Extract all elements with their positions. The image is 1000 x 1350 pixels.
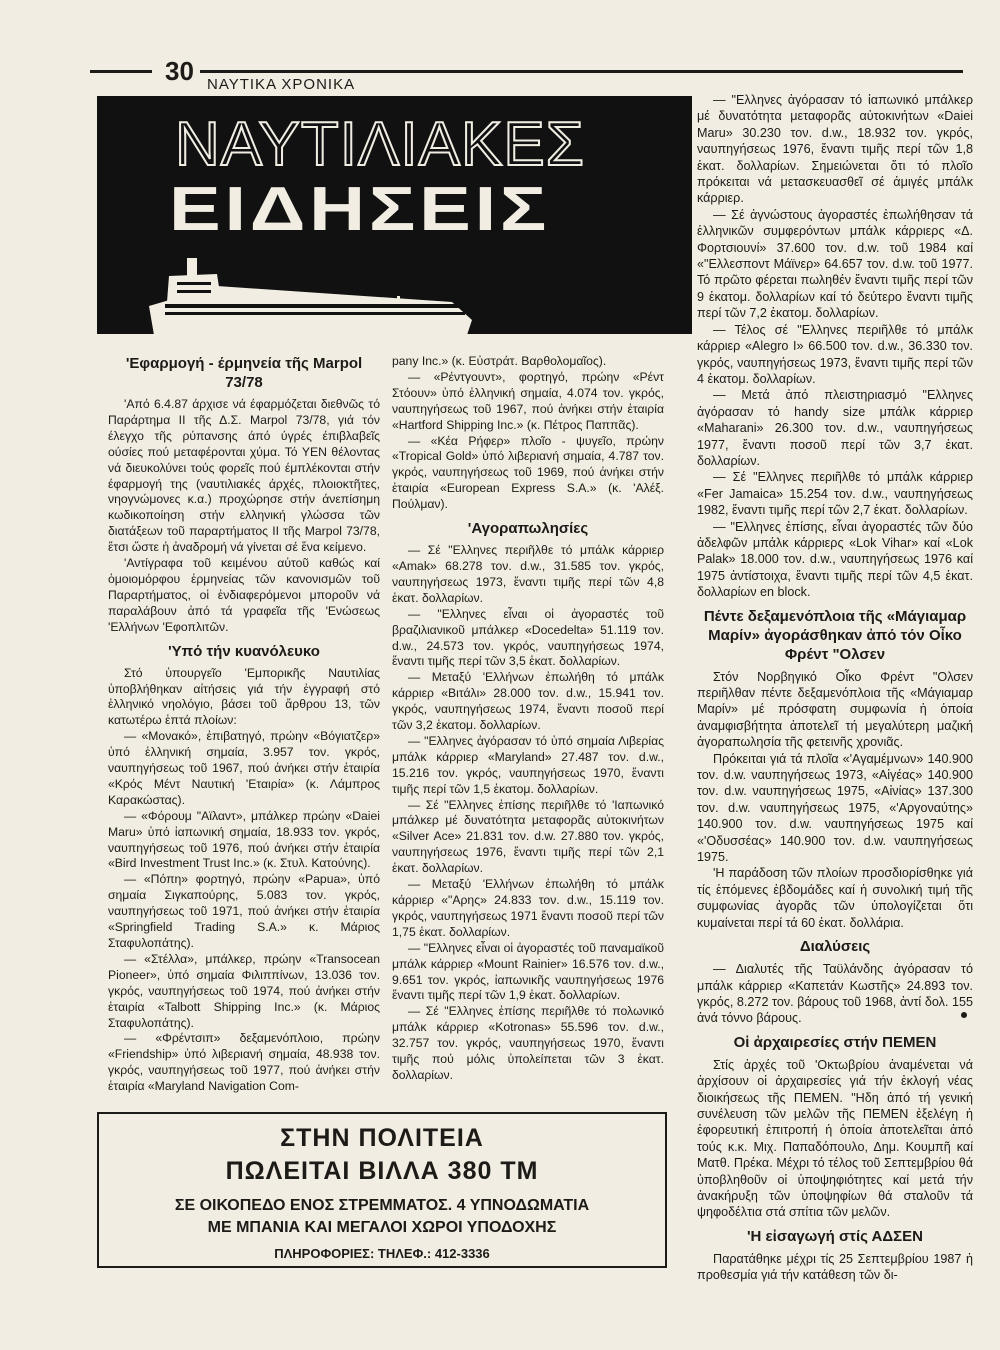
ad-contact-phone: ΠΛΗΡΟΦΟΡΙΕΣ: ΤΗΛΕΦ.: 412-3336 [274, 1246, 490, 1261]
paragraph: — Σέ "Ελληνες ἐπίσης περιῆλθε τό πολωνικό μπάλκ κάρριερ «Kotronas» 55.596 τον. d.w., 32.757 τον. γκρός, ναυπηγήσεως 1970, ἔναντι τιμῆς πού μόλις ὑπολείπεται τῶν 3 ἑκατ. δολλαρίων. [392, 1004, 664, 1082]
banner-title-line2: ΕΙΔΗΣΕΙΣ [169, 175, 551, 244]
paragraph: — «Μονακό», ἐπιβατηγό, πρώην «Βόγιατζερ» ὑπό ἑλληνική σημαία, 3.957 τον. γκρός, ναυπηγήσεως τοῦ 1967, πού ἀνήκει στήν ἑταιρία «Κρός Μέντ Ναυτική 'Εταιρία» (κ. Λάμπρος Καρακώστας). [108, 729, 380, 807]
heading-tankers-olsen: Πέντε δεξαμενόπλοια τῆς «Μάγιαμαρ Μαρίν» ἀγοράσθηκαν ἀπό τόν Οἶκο Φρέντ "Ολσεν [703, 607, 967, 663]
paragraph: — "Ελληνες ἐπίσης, εἶναι ἀγοραστές τῶν δύο ἀδελφῶν μπάλκ κάρριερς «Lok Vihar» καί «Lok Palak» 18.000 τον. d.w., ναυπηγήσεως 1976 καί 1975 ἀντίστοιχα, ἔναντι τιμῆς περί τῶν 4,5 ἑκατ. δολλαρίων en block. [697, 519, 973, 600]
classified-ad-box [97, 1112, 667, 1268]
heading-dialyseis: Διαλύσεις [799, 938, 871, 956]
paragraph: Στίς ἀρχές τοῦ 'Οκτωβρίου ἀναμένεται νά ἀρχίσουν οἱ ἀρχαιρεσίες γιά τήν ἐκλογή νέας διοικήσεως τῆς ΠΕΜΕΝ. "Ηδη ἀπό τή γενική συνέλευση τῶν μελῶν τῆς ΠΕΜΕΝ ἐξελέγη ἡ ἐφορευτική ἐπιτροπή ἡ ὁποία ἀποτελεῖται ἀπό τούς κ.κ. Μιχ. Παπαδόπουλο, Δημ. Κουμπῆ καί Ματθ. Πρέκα. Μέχρι τό τέλος τοῦ Σεπτεμβρίου θά ὑποβληθοῦν οἱ ὑποψηφιότητες καί μετά τήν ἀνακήρυξη τῶν ὑποψηφίων θά σταλοῦν τά ψηφοδέλτια στά σπίτια τῶν μελῶν. [697, 1057, 973, 1220]
banner-title-line1: ΝΑΥΤΙΛΙΑΚΕΣ [175, 110, 586, 179]
article-column-3 [697, 92, 973, 1284]
paragraph: — Σέ "Ελληνες ἐπίσης περιῆλθε τό 'Ιαπωνικό μπάλκερ μέ δυνατότητα μεταφορᾶς αὐτοκινήτων «Silver Ace» 21.831 τον. d.w. 27.880 τον. γκρός, ναυπηγήσεως 1976, ἔναντι τιμῆς περί τῶν 2,1 ἑκατ. δολλαρίων. [392, 797, 664, 876]
article-column-1 [108, 354, 380, 1095]
paragraph: — Σέ "Ελληνες περιῆλθε τό μπάλκ κάρριερ «Fer Jamaica» 15.254 τον. d.w., ναυπηγήσεως 1982, ἔναντι τιμῆς περί τῶν 2,7 ἑκατ. δολλαρίων. [697, 470, 973, 518]
heading-kyanoleuko: 'Υπό τήν κυανόλευκο [168, 642, 320, 660]
paragraph: — Σέ ἀγνώστους ἀγοραστές ἐπωλήθησαν τά ἑλληνικῶν συμφερόντων μπάλκ κάρριερς «Δ. Φορτσιουνί» 37.600 τον. d.w. τοῦ 1984 καί «"Ελλεσποντ Μάϊνερ» 64.657 τον. d.w. τοῦ 1977. Τό πρῶτο φέρεται πωληθέν ἔναντι τιμῆς περί τῶν 9 ἑκατομ. δολλαρίων καί τό δεύτερο ἔναντι τιμῆς περί τῶν 7,2 ἑκατομ. δολλαρίων. [697, 207, 973, 321]
paragraph: — "Ελληνες εἶναι οἱ ἀγοραστές τοῦ βραζιλιανικοῦ μπάλκερ «Docedelta» 51.119 τον. d.w., 24.573 τον. γκρός, ναυπηγήσεως 1974, ἔναντι τιμῆς περί τῶν 3,5 ἑκατ. δολλαρίων. [392, 606, 664, 669]
paragraph: — Σέ "Ελληνες περιῆλθε τό μπάλκ κάρριερ «Amak» 68.278 τον. d.w., 31.585 τον. γκρός, ναυπηγήσεως 1973, ἔναντι τιμῆς περί τῶν 4,8 ἑκατ. δολλαρίων. [392, 543, 664, 605]
paragraph: — «Ρέντγουντ», φορτηγό, πρώην «Ρέντ Στόουν» ὑπό ἑλληνική σημαία, 4.074 τον. γκρός, ναυπηγήσεως τοῦ 1967, πού ἀνήκει στήν ἑταιρία «Hartford Shipping Inc.» (κ. Πέτρος Παππᾶς). [392, 369, 664, 432]
ad-headline-1: ΣΤΗΝ ΠΟΛΙΤΕΙΑ [280, 1124, 484, 1152]
paragraph: — Τέλος σέ "Ελληνες περιῆλθε τό μπάλκ κάρριερ «Alegro I» 66.500 τον. d.w., 36.330 τον. γκρός, ναυπηγήσεως 1973, ἔναντι τιμῆς περί τῶν 4 ἑκατομ. δολλαρίων. [697, 322, 973, 386]
heading-agorapolisies: 'Αγοραπωλησίες [467, 520, 589, 538]
paragraph: Στό ὑπουργεῖο 'Εμπορικῆς Ναυτιλίας ὑποβλήθηκαν αἰτήσεις γιά τήν ἐγγραφή στό ἑλληνικό νηολόγιο, βάσει τοῦ ἄρθρου 13, τῶν κατωτέρω ἑπτά πλοίων: [108, 665, 380, 728]
ad-headline-2: ΠΩΛΕΙΤΑΙ ΒΙΛΛΑ 380 ΤΜ [225, 1157, 539, 1185]
heading-marpol: 'Εφαρμογή - έρμηνεία τῆς Marpol 73/78 [125, 355, 363, 391]
paragraph: 'Η παράδοση τῶν πλοίων προσδιορίσθηκε γιά τίς ἑπόμενες ἑβδομάδες καί ἡ συνολική τιμή τῆς συμφωνίας ἀγορᾶς τῶν ὑπολογίζεται ὅτι κυμαίνεται περί τά 60 ἑκατ. δολλάρια. [697, 866, 973, 930]
paragraph: pany Inc.» (κ. Εὐστράτ. Βαρθολομαῖος). [392, 354, 607, 368]
paragraph: — Μεταξύ 'Ελλήνων ἐπωλήθη τό μπάλκ κάρριερ «Βιτάλι» 28.000 τον. d.w., 15.941 τον. γκρός, ναυπηγήσεως 1974, ἔναντι ποσοῦ περί τῶν 3,2 ἑκατομ. δολλαρίων. [392, 670, 664, 733]
header-rule-left [90, 70, 152, 73]
header-rule-right [200, 70, 963, 73]
paragraph: — «Φρέντσιπ» δεξαμενόπλοιο, πρώην «Friendship» ὑπό λιβεριανή σημαία, 48.938 τον. γκρός, ναυπηγήσεως τοῦ 1977, πού ἀνήκει στήν ἑταιρία «Maryland Navigation Com- [108, 1031, 380, 1094]
article-column-2 [392, 354, 664, 1084]
paragraph: — «Φόρουμ "Αϊλαντ», μπάλκερ πρώην «Daiei Maru» ὑπό ἰαπωνική σημαία, 18.933 τον. γκρός, ναυπηγήσεως τοῦ 1976, πού ἀνήκει στήν ἑταιρία «Bird Investment Trust Inc.» (κ. Στυλ. Κατούνης). [108, 808, 380, 871]
paragraph: — «Κέα Ρήφερ» πλοῖο - ψυγεῖο, πρώην «Tropical Gold» ὑπό λιβεριανή σημαία, 4.787 τον. γκρός, ναυπηγήσεως τοῦ 1969, πού ἀνήκει στήν ἑταιρία «European Express S.A.» (κ. 'Αλέξ. Πούλμαν). [392, 433, 664, 512]
paragraph: Παρατάθηκε μέχρι τίς 25 Σεπτεμβρίου 1987 ἡ προθεσμία γιά τήν κατάθεση τῶν δι- [697, 1251, 973, 1283]
paragraph: 'Αντίγραφα τοῦ κειμένου αὐτοῦ καθώς καί ὁμοιομόρφου ἑρμηνείας τῶν κανονισμῶν τοῦ Παραρτήματος, οἱ ἐνδιαφερόμενοι μποροῦν νά παραλάβουν ἀπό τά γραφεῖα τῆς 'Ενώσεως 'Ελλήνων 'Εφοπλιτῶν. [108, 556, 380, 634]
paragraph: 'Από 6.4.87 άρχισε νά έφαρμόζεται διεθνῶς τό Παράρτημα II τῆς Δ.Σ. Marpol 73/78, γιά τόν έλεγχο τῆς ρύπανσης άπό ύγρές έπιβλαβεῖς ούσίες πού μεταφέρονται χύμα. Τό ΥΕΝ θέλοντας νά διευκολύνει τούς φορεῖς πού έμπλέκονται στήν έφαρμογή της (ναυτιλιακές άρχές, πλοιοκτῆτες, νηογνώμονες κ.α.) προχώρησε στήν άνεπίσημη κωδικοποίηση στήν ελληνική γλώσσα τῶν διατάξεων τοῦ παραρτήματος II τῆς Marpol 73/78, ἔτσι ὥστε ἡ ἀναδρομή νά γίνεται σέ ἕνα κείμενο. [108, 397, 380, 555]
paragraph: — "Ελληνες ἀγόρασαν τό ἰαπωνικό μπάλκερ μέ δυνατότητα μεταφορᾶς αὐτοκινήτων «Daiei Maru» 30.230 τον. d.w., 18.932 τον. γκρός, ναυπηγήσεως 1976, ἔναντι τιμῆς περί τῶν 1,8 ἑκατ. δολλαρίων. Σημειώνεται ὅτι τό πλοῖο πρόκειται νά μετασκευασθεῖ σέ ἀμιγές μπάλκ κάρριερ. [697, 93, 973, 206]
section-banner [97, 96, 692, 341]
paragraph: Πρόκειται γιά τά πλοῖα «'Αγαμέμνων» 140.900 τον. d.w. ναυπηγήσεως 1973, «Αἰγέας» 140.900 τον. d.w. ναυπηγήσεως 1975, «Αἰνίας» 137.300 τον. d.w. ναυπηγήσεως 1975, «'Αργοναύτης» 140.900 τον. d.w. ναυπηγήσεως 1975 καί «'Οδυσσέας» 140.900 τον. d.w. ναυπηγήσεως 1975. [697, 751, 973, 865]
heading-adsen: 'Η εἰσαγωγή στίς ΑΔΣΕΝ [746, 1227, 923, 1245]
paragraph: — «Στέλλα», μπάλκερ, πρώην «Transocean Pioneer», ὑπό σημαία Φιλιππίνων, 13.036 τον. γκρός, ναυπηγήσεως τοῦ 1974, πού ἀνήκει στήν ἑταιρία «Talbott Shipping Inc.» (κ. Μάριος Σταφυλοπάτης). [108, 951, 380, 1030]
paragraph: — «Πόπη» φορτηγό, πρώην «Papua», ὑπό σημαία Σιγκαπούρης, 5.083 τον. γκρός, ναυπηγήσεως τοῦ 1971, πού ἀνήκει στήν ἑταιρία «Springfield Trading S.A.» κ. Μάριος Σταφυλοπάτης). [108, 872, 380, 950]
ink-speck [961, 1012, 967, 1018]
heading-pemen-elections: Οἱ ἀρχαιρεσίες στήν ΠΕΜΕΝ [733, 1033, 937, 1051]
ship-illustration [97, 96, 692, 341]
paragraph: — Μεταξύ 'Ελλήνων ἐπωλήθη τό μπάλκ κάρριερ «"Αρης» 24.833 τον. d.w., 15.119 τον. γκρός, ναυπηγήσεως 1971 ἔναντι ποσοῦ περί τῶν 1,75 ἑκατ. δολλαρίων. [392, 877, 664, 939]
paragraph: — "Ελληνες εἶναι οἱ ἀγοραστές τοῦ παναμαϊκοῦ μπάλκ κάρριερ «Mount Rainier» 16.576 τον. d.w., 9.651 τον. γκρός, ἰαπωνικῆς ναυπηγήσεως 1976 ἔναντι τιμῆς περί τῶν 1,9 ἑκατ. δολλαρίων. [392, 940, 664, 1003]
paragraph: — Διαλυτές τῆς Ταϋλάνδης ἀγόρασαν τό μπάλκ κάρριερ «Καπετάν Κωστῆς» 24.893 τον. γκρός, 8.272 τον. βάρους τοῦ 1968, ἀντί δολ. 155 ἀνά τόννο βάρους. [697, 962, 973, 1026]
running-title: ΝΑΥΤΙΚΑ ΧΡΟΝΙΚΑ [207, 76, 356, 93]
ad-details-2: ΜΕ ΜΠΑΝΙΑ ΚΑΙ ΜΕΓΑΛΟΙ ΧΩΡΟΙ ΥΠΟΔΟΧΗΣ [207, 1219, 557, 1236]
paragraph: Στόν Νορβηγικό Οἶκο Φρέντ "Ολσεν περιῆλθαν πέντε δεξαμενόπλοια τῆς «Μάγιαμαρ Μαρίν» μέ πρόσφατη συμφωνία ἡ ὁποία ἀναμφισβήτητα ἀποτελεῖ τή μεγαλύτερη μαζική ἀγοραπωλησία τῆς φετεινῆς χρονιᾶς. [697, 669, 973, 750]
ad-details-1: ΣΕ ΟΙΚΟΠΕΔΟ ΕΝΟΣ ΣΤΡΕΜΜΑΤΟΣ. 4 ΥΠΝΟΔΩΜΑΤΙΑ [174, 1197, 590, 1214]
page-number: 30 [165, 56, 194, 86]
paragraph: — "Ελληνες ἀγόρασαν τό ὑπό σημαία Λιβερίας μπάλκ κάρριερ «Maryland» 27.487 τον. d.w., 15.216 τον. γκρός, ναυπηγήσεως 1970, ἔναντι τιμῆς περί τῶν 1,5 ἑκατομ. δολλαρίων. [392, 733, 664, 796]
paragraph: — Μετά ἀπό πλειστηριασμό "Ελληνες ἀγόρασαν τό handy size μπάλκ κάρριερ «Maharani» 26.300 τον. d.w., ναυπηγήσεως 1977, ἔναντι ποσοῦ περί τῶν 3,7 ἑκατ. δολλαρίων. [697, 388, 973, 468]
